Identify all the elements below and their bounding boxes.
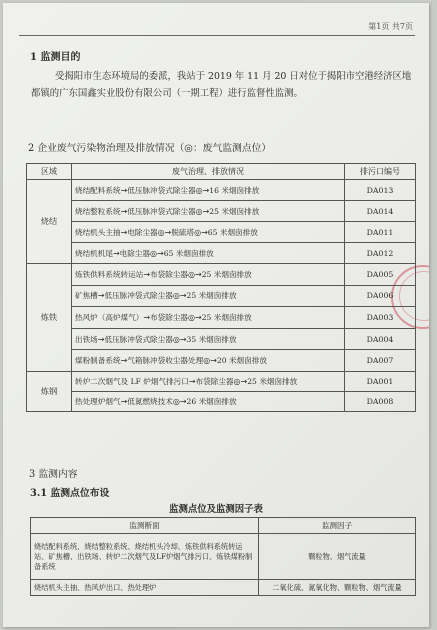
process-text: 低压脉冲袋式除尘器	[127, 206, 196, 216]
arrow-icon: →	[97, 334, 105, 344]
outlet-text: 25 米烟囱排放	[209, 206, 260, 216]
arrow-icon: →	[120, 356, 128, 366]
arrow-icon: →	[120, 227, 128, 237]
outlet-code: DA003	[345, 307, 416, 329]
outlet-code: DA006	[345, 285, 416, 307]
monitor-point-icon: ◎	[172, 396, 180, 406]
emission-table-header	[27, 164, 416, 180]
outlet-text: 35 米烟囱排放	[186, 334, 237, 344]
process-text: 电除尘器	[127, 227, 158, 237]
treatment-cell	[72, 180, 345, 201]
outlet-code: DA011	[345, 222, 416, 243]
monitor-point-icon: ◎	[188, 312, 195, 322]
process-text: 布袋除尘器	[150, 312, 189, 322]
table-row	[27, 201, 416, 222]
monitor-point-icon: ◎	[195, 185, 203, 195]
monitoring-section: 烧结机头主抽、热风炉出口、热处理炉	[31, 580, 259, 596]
treatment-cell	[72, 264, 345, 286]
process-text: 布袋除尘器	[195, 376, 234, 386]
monitoring-section: 烧结配料系统、烧结整粒系统、烧结机头冷却、炼铁供料系统转运站、矿焦槽、出铁场、转炉二次烟气及LF炉烟气排污口、炼铁煤粉制备系统	[31, 534, 259, 580]
treatment-cell	[72, 285, 345, 307]
section3-heading: 3 监测内容	[29, 469, 78, 480]
arrow-icon: →	[97, 291, 105, 301]
source-text: 烧结机机尾	[75, 248, 113, 258]
monitor-point-icon: ◎	[150, 248, 158, 258]
monitor-point-icon: ◎	[203, 356, 211, 366]
source-text: 炼铁供料系统转运站	[75, 269, 144, 279]
process-text: 低氮燃烧技术	[127, 396, 173, 406]
source-text: 热风炉（高炉煤气）	[75, 312, 144, 322]
treatment-cell	[72, 391, 345, 411]
outlet-code: DA007	[345, 350, 416, 372]
process-text: 布袋除尘器	[150, 269, 189, 279]
outlet-text: 16 米烟囱排放	[209, 185, 260, 195]
treatment-cell	[72, 328, 345, 350]
monitoring-table-header	[31, 518, 416, 534]
process-text: 低压脉冲袋式除尘器	[104, 334, 173, 344]
source-text: 出铁场	[75, 334, 98, 344]
outlet-code: DA004	[345, 328, 416, 350]
outlet-text: 26 米烟囱排放	[186, 396, 237, 406]
process-text: 低压脉冲袋式除尘器	[104, 291, 173, 301]
outlet-code: DA012	[345, 243, 416, 264]
area-cell: 烧结	[27, 180, 72, 264]
document-page	[3, 3, 429, 627]
outlet-code: DA001	[345, 371, 416, 391]
outlet-code: DA014	[345, 201, 416, 222]
arrow-icon: →	[179, 291, 187, 301]
monitor-point-icon: ◎	[194, 227, 202, 237]
table-row	[27, 391, 416, 411]
source-text: 烧结配料系统	[75, 185, 121, 195]
outlet-text: 20 米烟囱排放	[216, 356, 267, 366]
table-row	[27, 222, 416, 243]
col-section: 监测断面	[31, 518, 259, 534]
outlet-code: DA013	[345, 180, 416, 201]
outlet-text: 25 米烟囱排放	[186, 291, 237, 301]
monitor-point-icon: ◎	[157, 227, 165, 237]
arrow-icon: →	[202, 206, 210, 216]
monitor-point-icon: ◎	[188, 269, 195, 279]
treatment-cell	[72, 201, 345, 222]
arrow-icon: →	[157, 248, 164, 258]
process-text: 脱硫塔	[171, 227, 195, 237]
table-row	[27, 264, 416, 286]
process-text: 气箱脉冲袋收尘器处理	[127, 356, 204, 366]
section1-paragraph: 受揭阳市生态环境局的委派，我站于 2019 年 11 月 20 日对位于揭阳市空港经济区地都镇的广东国鑫实业股份有限公司（一期工程）进行监督性监测。	[31, 71, 412, 99]
arrow-icon: →	[210, 356, 217, 366]
monitor-point-icon: ◎	[233, 376, 241, 386]
source-text: 烧结整粒系统	[75, 206, 121, 216]
outlet-text: 65 米烟囱排放	[207, 227, 258, 237]
outlet-code: DA008	[345, 391, 416, 411]
outlet-text: 65 米烟囱排放	[163, 248, 214, 258]
monitoring-factors: 二氧化硫、氮氧化物、颗粒物、烟气流量	[259, 580, 416, 596]
emission-table	[26, 163, 416, 412]
arrow-icon: →	[120, 396, 128, 406]
monitor-point-icon: ◎	[195, 206, 203, 216]
table-row	[27, 350, 416, 372]
table-row	[27, 328, 416, 350]
monitoring-table-title: 监测点位及监测因子表	[169, 504, 263, 515]
table-row	[31, 534, 416, 580]
treatment-cell	[72, 222, 345, 243]
arrow-icon: →	[164, 227, 172, 237]
col-factors: 监测因子	[259, 518, 416, 534]
treatment-cell	[72, 350, 345, 372]
arrow-icon: →	[112, 248, 120, 258]
process-text: 电除尘器	[119, 248, 151, 258]
source-text: 转炉二次烟气及 LF 炉烟气排污口	[75, 376, 189, 386]
monitoring-table	[30, 517, 416, 596]
treatment-cell	[72, 371, 345, 391]
table-row	[27, 243, 416, 264]
source-text: 煤粉制备系统	[75, 356, 121, 366]
source-text: 烧结机头主抽	[75, 227, 121, 237]
table-row	[31, 580, 416, 596]
source-text: 矿焦槽	[75, 291, 98, 301]
section3-1-heading: 3.1 监测点位布设	[30, 488, 110, 499]
area-cell: 炼钢	[27, 371, 72, 411]
arrow-icon: →	[143, 312, 151, 322]
table-row	[27, 285, 416, 307]
monitor-point-icon: ◎	[172, 334, 180, 344]
arrow-icon: →	[143, 269, 151, 279]
col-outlet-code: 排污口编号	[345, 164, 416, 180]
monitoring-factors: 颗粒物、烟气流量	[259, 534, 416, 580]
section2-heading: 2 企业废气污染物治理及排放情况（◎：废气监测点位）	[28, 143, 272, 154]
arrow-icon: →	[188, 376, 196, 386]
outlet-text: 25 米烟囱排放	[247, 376, 298, 386]
col-treatment: 废气治理、排放情况	[72, 164, 345, 180]
arrow-icon: →	[195, 269, 202, 279]
page-indicator: 第1页 共7页	[368, 22, 413, 31]
treatment-cell	[72, 307, 345, 329]
arrow-icon: →	[120, 206, 128, 216]
treatment-cell	[72, 243, 345, 264]
arrow-icon: →	[179, 396, 187, 406]
table-row	[27, 180, 416, 201]
arrow-icon: →	[195, 312, 202, 322]
arrow-icon: →	[202, 185, 210, 195]
area-cell: 炼铁	[27, 264, 72, 372]
outlet-code: DA005	[345, 264, 416, 286]
process-text: 低压脉冲袋式除尘器	[127, 185, 196, 195]
outlet-text: 25 米烟囱排放	[201, 269, 252, 279]
section1-heading: 1 监测目的	[30, 52, 81, 63]
arrow-icon: →	[240, 376, 248, 386]
header-rule	[19, 35, 415, 36]
arrow-icon: →	[120, 185, 128, 195]
arrow-icon: →	[201, 227, 208, 237]
source-text: 热处理炉烟气	[75, 396, 121, 406]
outlet-text: 25 米烟囱排放	[201, 312, 252, 322]
col-area: 区域	[27, 164, 72, 180]
arrow-icon: →	[179, 334, 187, 344]
monitor-point-icon: ◎	[172, 291, 180, 301]
table-row	[27, 371, 416, 391]
table-row	[27, 307, 416, 329]
